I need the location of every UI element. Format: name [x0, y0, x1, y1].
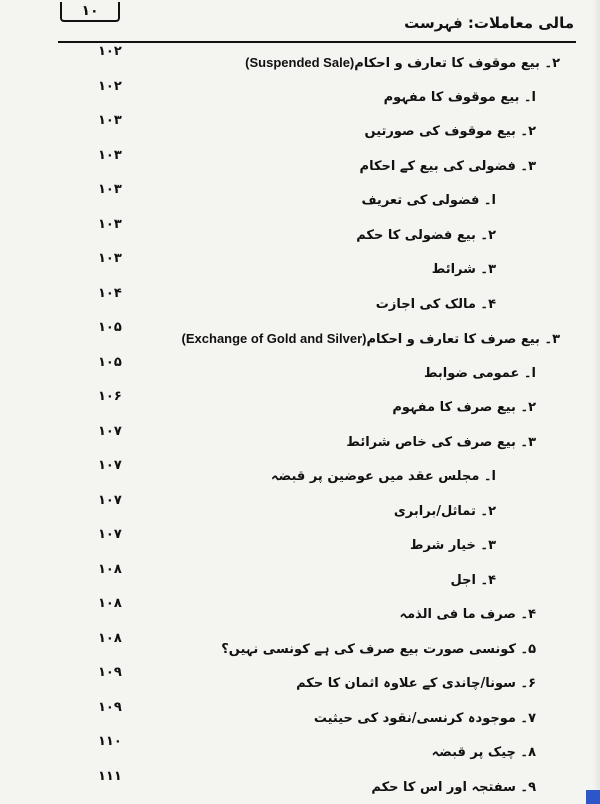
toc-entry-text: ۷۔ موجودہ کرنسی/نقود کی حیثیت [313, 710, 536, 726]
toc-entry-title [182, 331, 560, 347]
toc-entry-text: ۴۔ اجل [450, 572, 496, 588]
toc-entry [58, 78, 572, 113]
toc-entry-text: ۵۔ کونسی صورت بیع صرف کی ہے کونسی نہیں؟ [221, 641, 536, 657]
toc-page-number: ۱۰۷ [98, 458, 122, 473]
toc-page-number: ۱۰۲ [98, 44, 122, 59]
toc-entry [58, 733, 572, 768]
toc-page-number: ۱۱۰ [98, 734, 122, 749]
toc-entry-title [271, 469, 496, 484]
toc-page-number: ۱۰۸ [98, 561, 122, 577]
toc-page-number: ۱۰۵ [98, 320, 122, 335]
corner-mark [586, 790, 600, 804]
toc-entry [58, 216, 572, 251]
toc-entry-text: ۶۔ سونا/چاندی کے علاوہ اثمان کا حکم [296, 676, 536, 691]
toc-entry-text: ۲۔ بیع فضولی کا حکم [356, 227, 496, 243]
toc-entry-text: ا۔ بیع موقوف کا مفہوم [383, 89, 536, 105]
toc-entry-title [245, 55, 560, 71]
toc-page-number: ۱۰۹ [98, 665, 122, 680]
toc-page-number: ۱۰۳ [98, 251, 122, 266]
toc-entry-text: ۳۔ فضولی کی بیع کے احکام [359, 158, 536, 174]
toc-entry-text: ا۔ مجلس عقد میں عوضین پر قبضہ [271, 469, 496, 484]
toc-entry-english: (Suspended Sale) [245, 55, 355, 70]
toc-page-number: ۱۰۶ [98, 389, 122, 404]
toc-entry-text: ۴۔ صرف ما فی الذمہ [399, 607, 536, 622]
toc-entry-title [296, 676, 536, 691]
toc-page-number: ۱۰۳ [98, 113, 122, 128]
toc-entry-text: ۴۔ مالک کی اجازت [375, 296, 496, 312]
toc-page-number: ۱۰۷ [98, 492, 122, 508]
toc-entry-text: ۲۔ بیع موقوف کا تعارف و احکام [354, 56, 560, 71]
toc-entry-title [356, 228, 496, 243]
toc-page-number: ۱۱۱ [98, 768, 122, 784]
toc-page-number: ۱۰۵ [98, 354, 122, 370]
toc-entry-text: ۳۔ بیع صرف کا تعارف و احکام [366, 332, 560, 347]
toc-entry [58, 768, 572, 803]
toc-entry-title [361, 193, 496, 208]
page-number: ۱۰ [60, 2, 120, 22]
toc-entry [58, 492, 572, 527]
toc-entry-title [371, 780, 536, 795]
toc-page-number: ۱۰۹ [98, 699, 122, 715]
toc-entry-title [450, 573, 496, 588]
toc-page-number: ۱۰۳ [98, 182, 122, 197]
toc-entry [58, 388, 572, 423]
toc-entry-text: ۸۔ چیک پر قبضہ [431, 745, 536, 760]
toc-entry [58, 112, 572, 147]
toc-page-number: ۱۰۸ [98, 630, 122, 646]
toc-entry-title [394, 504, 496, 519]
toc-entry [58, 526, 572, 561]
document-page [28, 0, 588, 804]
toc-entry [58, 630, 572, 665]
toc-entry-title [410, 538, 496, 553]
toc-page-number: ۱۰۷ [98, 423, 122, 439]
toc-entry-title [376, 297, 496, 312]
toc-entry [58, 181, 572, 216]
toc-entry [58, 664, 572, 699]
toc-entry-text: ۲۔ تماثل/برابری [393, 503, 496, 519]
toc-entry-title [346, 435, 536, 450]
toc-entry-title [392, 400, 536, 415]
toc-entry [58, 319, 572, 354]
toc-entry [58, 423, 572, 458]
toc-entry-title [432, 745, 536, 760]
toc-entry [58, 561, 572, 596]
toc-entry [58, 43, 572, 78]
toc-entry-title [384, 90, 536, 105]
toc-page-number: ۱۰۷ [98, 527, 122, 542]
page-edge-shadow [592, 0, 600, 804]
toc-entry-text: ۲۔ بیع صرف کا مفہوم [392, 400, 536, 415]
toc-entry-title [365, 124, 537, 139]
toc-entry-text: ۹۔ سفتجہ اور اس کا حکم [371, 779, 536, 795]
toc-entry-title [221, 642, 536, 657]
toc-entry-text: ا۔ فضولی کی تعریف [361, 193, 496, 208]
toc-entry-title [432, 262, 496, 277]
toc-page-number: ۱۰۳ [98, 147, 122, 163]
toc-entry-english: (Exchange of Gold and Silver) [181, 331, 367, 346]
toc-entry [58, 285, 572, 320]
toc-entry-title [399, 607, 536, 622]
toc-entry-text: ا۔ عمومی ضوابط [423, 365, 536, 381]
toc-entry [58, 147, 572, 182]
toc-entry-text: ۳۔ بیع صرف کی خاص شرائط [346, 434, 536, 450]
toc-entry [58, 354, 572, 389]
page-header-title: مالی معاملات: فہرست [404, 14, 574, 32]
toc-entry-text: ۲۔ بیع موقوف کی صورتیں [364, 124, 536, 139]
toc-entry-title [424, 366, 536, 381]
table-of-contents [58, 43, 572, 802]
toc-entry [58, 250, 572, 285]
toc-page-number: ۱۰۸ [98, 596, 122, 611]
toc-page-number: ۱۰۴ [98, 285, 122, 301]
toc-page-number: ۱۰۳ [98, 216, 122, 232]
toc-entry-text: ۳۔ خیار شرط [409, 538, 496, 553]
toc-entry [58, 595, 572, 630]
toc-entry-text: ۳۔ شرائط [431, 262, 496, 277]
toc-entry [58, 457, 572, 492]
toc-entry [58, 699, 572, 734]
toc-entry-title [314, 711, 536, 726]
toc-entry-title [360, 159, 536, 174]
toc-page-number: ۱۰۲ [98, 78, 122, 94]
